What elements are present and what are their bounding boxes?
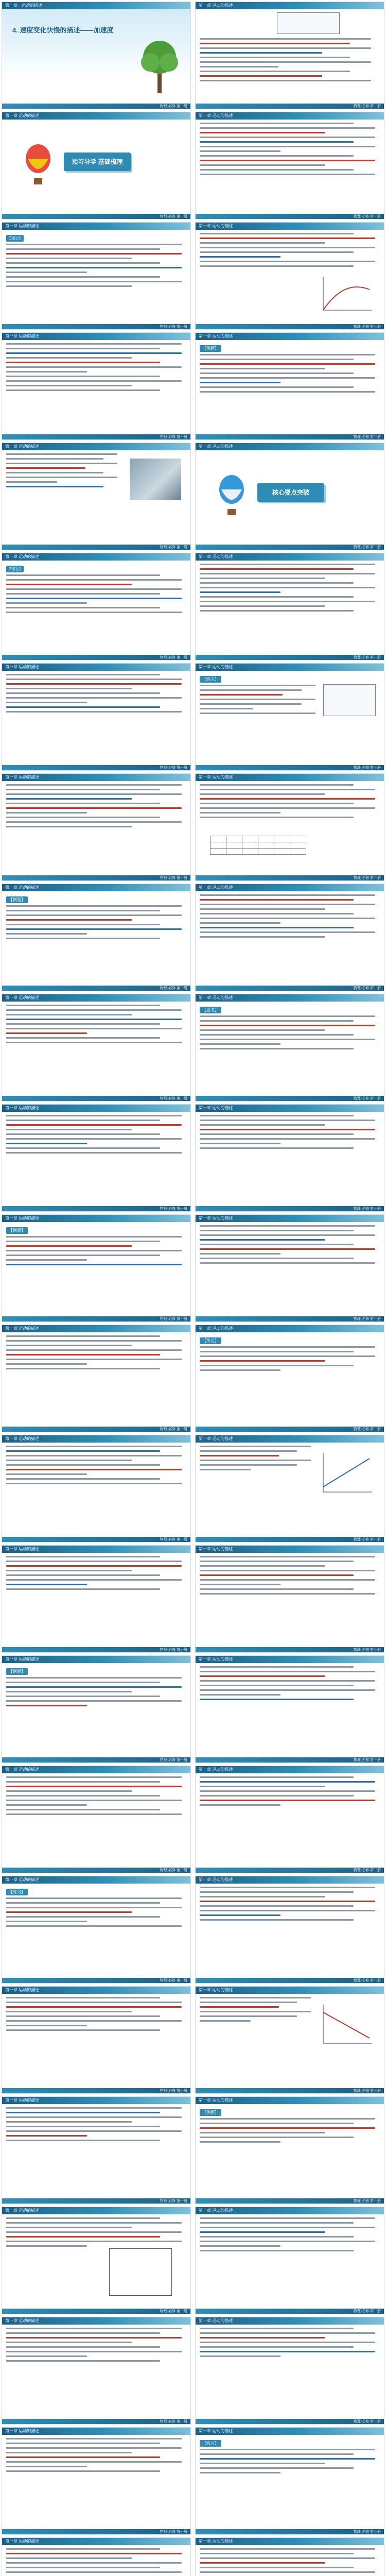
slide-34[interactable] [196, 1766, 384, 1873]
text-lines [200, 1887, 379, 1921]
text-lines [6, 1677, 185, 1706]
slide-header: 第一章 运动的描述 [199, 2098, 233, 2103]
slide-7[interactable] [2, 333, 190, 439]
text-lines [200, 1115, 379, 1149]
slide-header: 第一章 运动的描述 [5, 444, 40, 449]
slide-23[interactable] [2, 1215, 190, 1321]
slide-36[interactable] [196, 1876, 384, 1983]
text-lines [6, 574, 185, 613]
footer-label: 物理·必修 第一册 [353, 2420, 381, 2424]
footer-label: 物理·必修 第一册 [353, 435, 381, 439]
slide-43[interactable] [2, 2317, 190, 2424]
slide-2[interactable] [196, 2, 384, 109]
slide-header: 第一章 运动的描述 [199, 554, 233, 559]
slide-21[interactable] [2, 1105, 190, 1211]
chapter-label: 第一章 运动的描述 [5, 3, 42, 8]
footer-label: 物理·必修 第一册 [160, 1317, 187, 1321]
slide-header: 第一章 运动的描述 [5, 1106, 40, 1110]
text-lines [6, 2217, 185, 2247]
text-lines [6, 1115, 185, 1154]
text-lines [6, 1005, 185, 1043]
practice-tag: 【练习】 [200, 1337, 221, 1344]
slide-header: 第一章 运动的描述 [199, 113, 233, 118]
slide-27[interactable] [2, 1435, 190, 1542]
slide-header: 第一章 运动的描述 [5, 1326, 40, 1331]
data-table [210, 836, 306, 855]
slide-header: 第一章 运动的描述 [199, 1216, 233, 1221]
slide-header: 第一章 运动的描述 [199, 444, 233, 449]
text-lines [200, 38, 375, 84]
think-tag: 【思考】 [200, 1007, 221, 1013]
motion-graph-icon [318, 274, 375, 315]
footer-label: 物理·必修 第一册 [353, 656, 381, 659]
text-lines [6, 2328, 185, 2362]
text-lines [200, 1666, 379, 1700]
footer-label: 物理·必修 第一册 [160, 2530, 187, 2534]
slide-header: 第一章 运动的描述 [5, 2318, 40, 2323]
photo-image [130, 459, 181, 500]
slide-30[interactable] [196, 1546, 384, 1652]
slide-header: 第一章 运动的描述 [199, 2429, 233, 2433]
section-title: 预习导学 基础梳理 [64, 152, 131, 171]
slide-header: 第一章 运动的描述 [5, 1877, 40, 1882]
slide-header: 第一章 运动的描述 [199, 1547, 233, 1551]
slide-44[interactable] [196, 2317, 384, 2424]
footer-label: 物理·必修 第一册 [353, 987, 381, 990]
slide-header: 第一章 运动的描述 [5, 334, 40, 338]
slide-19[interactable] [2, 994, 190, 1101]
footer-label: 物理·必修 第一册 [160, 1758, 187, 1762]
slide-header: 第一章 运动的描述 [199, 1436, 233, 1441]
slide-header: 第一章 运动的描述 [5, 1436, 40, 1441]
slide-header: 第一章 运动的描述 [5, 1988, 40, 1992]
slide-18[interactable] [196, 884, 384, 991]
hot-air-balloon-icon [216, 474, 247, 520]
footer-label: 物理·必修 第一册 [160, 546, 187, 549]
text-lines [200, 564, 379, 612]
slide-header: 第一章 运动的描述 [199, 2208, 233, 2213]
slide-4[interactable] [196, 112, 384, 219]
slide-29[interactable] [2, 1546, 190, 1652]
footer-label: 物理·必修 第一册 [353, 1758, 381, 1762]
slide-header: 第一章 运动的描述 [5, 1767, 40, 1772]
footer-label: 物理·必修 第一册 [160, 2310, 187, 2313]
text-lines [6, 453, 119, 487]
slide-header: 第一章 运动的描述 [199, 3, 233, 8]
velocity-graph-icon [318, 1451, 375, 1497]
footer-label: 物理·必修 第一册 [353, 1648, 381, 1652]
footer-label: 物理·必修 第一册 [160, 1538, 187, 1541]
slide-16[interactable] [196, 774, 384, 880]
tree-icon [139, 37, 180, 93]
footer-label: 物理·必修 第一册 [353, 1428, 381, 1431]
cover-slide[interactable] [2, 2, 190, 109]
text-lines [200, 685, 318, 714]
text-lines [200, 1556, 379, 1595]
footer-label: 物理·必修 第一册 [353, 2530, 381, 2534]
slide-22[interactable] [196, 1105, 384, 1211]
slide-42[interactable] [196, 2207, 384, 2314]
text-lines [6, 674, 185, 713]
example-tag: 【例题】 [6, 1227, 28, 1234]
slide-header: 第一章 运动的描述 [199, 2318, 233, 2323]
slide-header: 第一章 运动的描述 [5, 113, 40, 118]
text-lines [6, 1997, 185, 2031]
slide-header: 第一章 运动的描述 [199, 224, 233, 228]
text-lines [200, 784, 379, 818]
diagram-box [277, 12, 340, 34]
topic-tag: 知识点 [6, 235, 24, 242]
footer-label: 物理·必修 第一册 [353, 1869, 381, 1872]
slide-header: 第一章 运动的描述 [199, 885, 233, 890]
slide-17[interactable] [2, 884, 190, 991]
footer-label: 物理·必修 第一册 [160, 1979, 187, 1982]
slide-12[interactable] [196, 553, 384, 660]
footer-label: 物理·必修 第一册 [160, 1428, 187, 1431]
footer-label: 物理·必修 第一册 [160, 435, 187, 439]
slide-header: 第一章 运动的描述 [5, 995, 40, 1000]
text-lines [6, 2107, 185, 2141]
text-lines [200, 123, 379, 175]
footer-label: 物理·必修 第一册 [353, 1097, 381, 1100]
slide-25[interactable] [2, 1325, 190, 1432]
slide-24[interactable] [196, 1215, 384, 1321]
text-lines [200, 1346, 379, 1371]
text-lines [200, 1997, 313, 2022]
footer-label: 物理·必修 第一册 [160, 325, 187, 329]
footer-label: 物理·必修 第一册 [160, 105, 187, 108]
text-lines [6, 1897, 185, 1927]
slide-31[interactable] [2, 1656, 190, 1762]
slide-38[interactable] [196, 1987, 384, 2093]
text-lines [6, 905, 185, 939]
slide-header: 第一章 运动的描述 [199, 334, 233, 338]
text-lines [6, 2438, 185, 2472]
footer-label: 物理·必修 第一册 [353, 1979, 381, 1982]
slide-40[interactable] [196, 2097, 384, 2204]
example-tag: 【例题】 [200, 345, 221, 352]
footer-label: 物理·必修 第一册 [353, 215, 381, 218]
slide-header: 第一章 运动的描述 [199, 1877, 233, 1882]
text-lines [200, 2118, 379, 2143]
text-lines [200, 894, 379, 938]
slide-9[interactable] [2, 443, 190, 550]
slide-header: 第一章 运动的描述 [5, 2539, 40, 2544]
footer-label: 物理·必修 第一册 [160, 1207, 187, 1211]
footer-label: 物理·必修 第一册 [160, 876, 187, 880]
diagram-box [323, 684, 376, 716]
practice-tag: 【练习】 [200, 676, 221, 683]
footer-label: 物理·必修 第一册 [353, 2089, 381, 2093]
slide-header: 第一章 运动的描述 [5, 1216, 40, 1221]
footer-label: 物理·必修 第一册 [160, 987, 187, 990]
slide-13[interactable] [2, 664, 190, 770]
text-lines [6, 1236, 185, 1265]
footer-label: 物理·必修 第一册 [353, 546, 381, 549]
footer-label: 物理·必修 第一册 [353, 876, 381, 880]
text-lines [200, 2328, 379, 2357]
section-slide-core[interactable] [196, 443, 384, 550]
slide-header: 第一章 运动的描述 [199, 1106, 233, 1110]
footer-label: 物理·必修 第一册 [353, 2310, 381, 2313]
slide-33[interactable] [2, 1766, 190, 1873]
footer-label: 物理·必修 第一册 [160, 2420, 187, 2424]
slide-35[interactable] [2, 1876, 190, 1983]
slide-45[interactable] [2, 2428, 190, 2534]
slide-header: 第一章 运动的描述 [199, 775, 233, 779]
text-lines [6, 1335, 185, 1369]
slide-28[interactable] [196, 1435, 384, 1542]
slide-32[interactable] [196, 1656, 384, 1762]
slide-header: 第一章 运动的描述 [199, 665, 233, 669]
text-lines [200, 1225, 379, 1264]
practice-tag: 【练习】 [200, 2440, 221, 2447]
slide-header: 第一章 运动的描述 [5, 2208, 40, 2213]
slide-header: 第一章 运动的描述 [5, 665, 40, 669]
slide-header: 第一章 运动的描述 [5, 885, 40, 890]
slide-header: 第一章 运动的描述 [5, 1547, 40, 1551]
text-lines [6, 2548, 185, 2576]
slide-47[interactable] [2, 2538, 190, 2576]
text-lines [6, 244, 185, 287]
text-lines [6, 1776, 185, 1815]
footer-label: 物理·必修 第一册 [353, 1207, 381, 1211]
section-slide-preview[interactable] [2, 112, 190, 219]
slide-39[interactable] [2, 2097, 190, 2204]
slide-41[interactable] [2, 2207, 190, 2314]
text-lines [200, 1015, 379, 1049]
footer-label: 物理·必修 第一册 [160, 1648, 187, 1652]
footer-label: 物理·必修 第一册 [160, 2199, 187, 2203]
figure-box [109, 2248, 172, 2296]
slide-header: 第一章 运动的描述 [5, 224, 40, 228]
text-lines [6, 343, 185, 391]
slide-header: 第一章 运动的描述 [5, 2098, 40, 2103]
footer-label: 物理·必修 第一册 [160, 656, 187, 659]
text-lines [200, 2217, 379, 2251]
example-tag: 【例题】 [6, 1668, 28, 1675]
slide-46[interactable] [196, 2428, 384, 2534]
slide-26[interactable] [196, 1325, 384, 1432]
text-lines [200, 1776, 379, 1806]
slide-15[interactable] [2, 774, 190, 880]
text-lines [200, 354, 379, 393]
slide-header: 第一章 运动的描述 [199, 1326, 233, 1331]
example-tag: 【例题】 [200, 2109, 221, 2116]
text-lines [6, 1446, 185, 1484]
slide-header: 第一章 运动的描述 [199, 995, 233, 1000]
slide-header: 第一章 运动的描述 [199, 1657, 233, 1662]
practice-tag: 【练习】 [6, 1889, 28, 1895]
slide-header: 第一章 运动的描述 [199, 1988, 233, 1992]
topic-tag: 知识点 [6, 566, 24, 572]
footer-label: 物理·必修 第一册 [160, 1869, 187, 1872]
slide-8[interactable] [196, 333, 384, 439]
velocity-graph-icon [318, 2002, 375, 2048]
slide-header: 第一章 运动的描述 [5, 775, 40, 779]
cover-title: 4. 速度变化快慢的描述——加速度 [12, 26, 114, 34]
slide-header: 第一章 运动的描述 [5, 1657, 40, 1662]
slide-header: 第一章 运动的描述 [199, 2539, 233, 2544]
slide-header: 第一章 运动的描述 [5, 2429, 40, 2433]
text-lines [200, 2449, 379, 2473]
example-tag: 【例题】 [6, 896, 28, 903]
text-lines [200, 2548, 379, 2576]
footer-label: 物理·必修 第一册 [353, 1538, 381, 1541]
slide-6[interactable] [196, 223, 384, 329]
footer-label: 物理·必修 第一册 [160, 2089, 187, 2093]
text-lines [6, 1556, 185, 1590]
slide-header: 第一章 运动的描述 [5, 554, 40, 559]
footer-label: 物理·必修 第一册 [353, 2199, 381, 2203]
footer-label: 物理·必修 第一册 [353, 105, 381, 108]
slide-48[interactable] [196, 2538, 384, 2576]
slide-14[interactable] [196, 664, 384, 770]
footer-label: 物理·必修 第一册 [160, 1097, 187, 1100]
footer-label: 物理·必修 第一册 [160, 215, 187, 218]
footer-label: 物理·必修 第一册 [160, 766, 187, 770]
slide-11[interactable] [2, 553, 190, 660]
section-title: 核心要点突破 [257, 483, 324, 502]
text-lines [200, 233, 379, 267]
slide-37[interactable] [2, 1987, 190, 2093]
text-lines [200, 1446, 313, 1470]
slide-header: 第一章 运动的描述 [199, 1767, 233, 1772]
text-lines [6, 784, 185, 827]
footer-label: 物理·必修 第一册 [353, 325, 381, 329]
slide-20[interactable] [196, 994, 384, 1101]
footer-label: 物理·必修 第一册 [353, 1317, 381, 1321]
footer-label: 物理·必修 第一册 [353, 766, 381, 770]
slide-5[interactable] [2, 223, 190, 329]
hot-air-balloon-icon [23, 143, 54, 190]
